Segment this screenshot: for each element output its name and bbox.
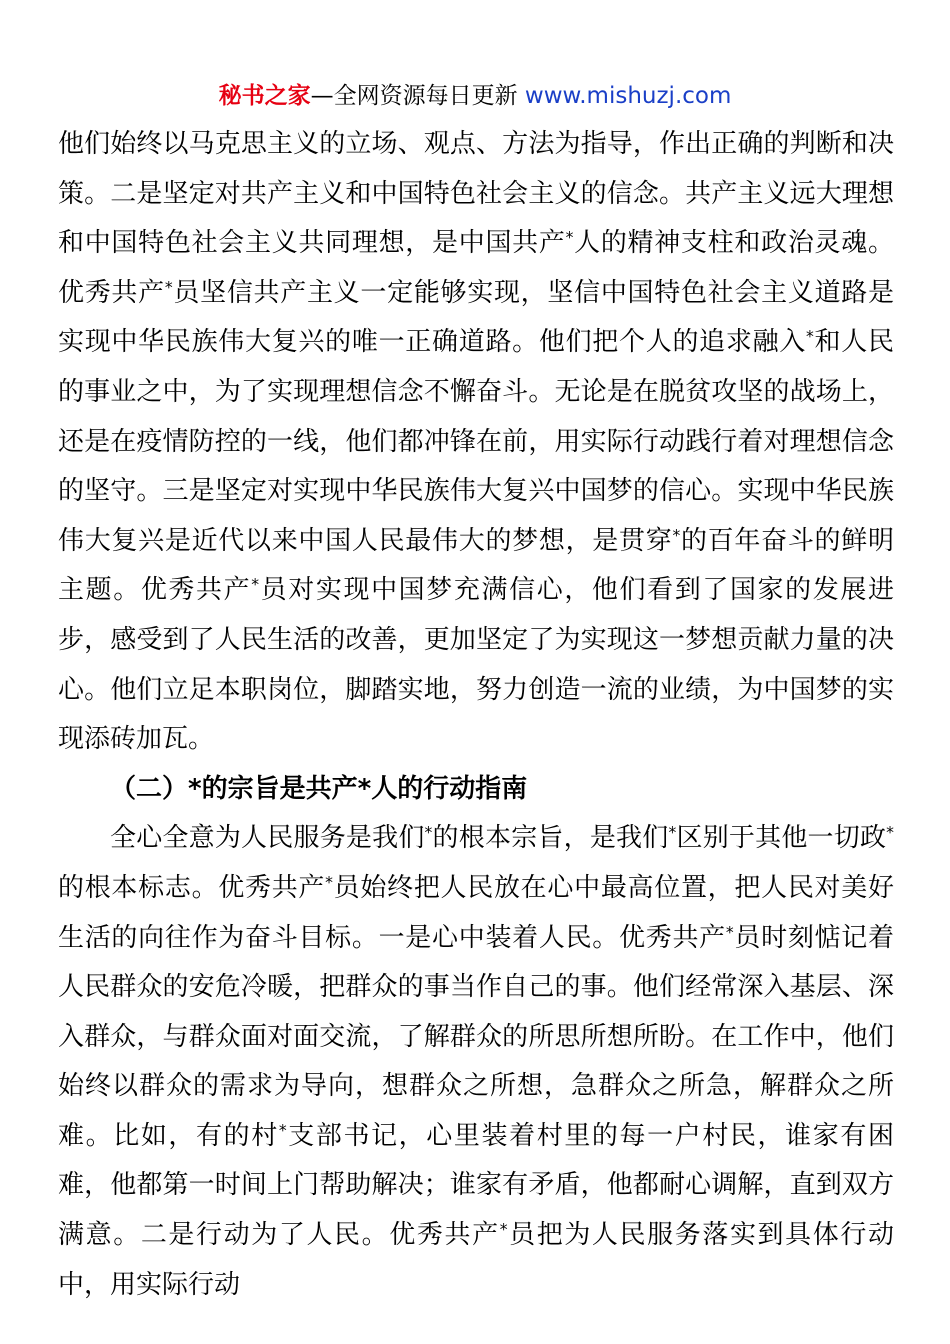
redaction-asterisk: * [424, 823, 433, 842]
document-body [58, 120, 894, 1310]
body-paragraph-1: 他们始终以马克思主义的立场、观点、方法为指导，作出正确的判断和决策。二是坚定对共产主义和中国特色社会主义的信念。共产主义远大理想和中国特色社会主义共同理想，是中国共产*人的精神支柱和政治灵魂。优秀共产*员坚信共产主义一定能够实现，坚信中国特色社会主义道路是实现中华民族伟大复兴的唯一正确道路。他们把个人的追求融入*和人民的事业之中，为了实现理想信念不懈奋斗。无论是在脱贫攻坚的战场上，还是在疫情防控的一线，他们都冲锋在前，用实际行动践行着对理想信念的坚守。三是坚定对实现中华民族伟大复兴中国梦的信心。实现中华民族伟大复兴是近代以来中国人民最伟大的梦想，是贯穿*的百年奋斗的鲜明主题。优秀共产*员对实现中国梦充满信心，他们看到了国家的发展进步，感受到了人民生活的改善，更加坚定了为实现这一梦想贡献力量的决心。他们立足本职岗位，脚踏实地，努力创造一流的业绩，为中国梦的实现添砖加瓦。 [58, 129, 894, 755]
redaction-asterisk: * [725, 922, 734, 941]
redaction-asterisk: * [565, 228, 574, 247]
redaction-asterisk: * [886, 823, 894, 842]
section-heading: （二）*的宗旨是共产*人的行动指南 [110, 773, 528, 804]
redaction-asterisk: * [325, 873, 333, 892]
site-brand-name: 秘书之家 [218, 83, 311, 109]
redaction-asterisk: * [164, 278, 173, 297]
redaction-asterisk: * [278, 1121, 287, 1140]
redaction-asterisk: * [668, 823, 677, 842]
redaction-asterisk: * [672, 526, 681, 545]
redaction-asterisk: * [499, 1220, 508, 1239]
site-banner [0, 80, 950, 112]
redaction-asterisk: * [806, 327, 814, 346]
site-url-link[interactable]: www.mishuzj.com [524, 83, 732, 109]
redaction-asterisk: * [251, 575, 260, 594]
site-tagline: —全网资源每日更新 [310, 83, 525, 109]
body-paragraph-2: 全心全意为人民服务是我们*的根本宗旨，是我们*区别于其他一切政*的根本标志。优秀共产*员始终把人民放在心中最高位置，把人民对美好生活的向往作为奋斗目标。一是心中装着人民。优秀共产*员时刻惦记着人民群众的安危冷暖，把群众的事当作自己的事。他们经常深入基层、深入群众，与群众面对面交流，了解群众的所思所想所盼。在工作中，他们始终以群众的需求为导向，想群众之所想，急群众之所急，解群众之所难。比如，有的村*支部书记，心里装着村里的每一户村民，谁家有困难，他都第一时间上门帮助解决；谁家有矛盾，他都耐心调解，直到双方满意。二是行动为了人民。优秀共产*员把为人民服务落实到具体行动中，用实际行动 [58, 823, 894, 1300]
